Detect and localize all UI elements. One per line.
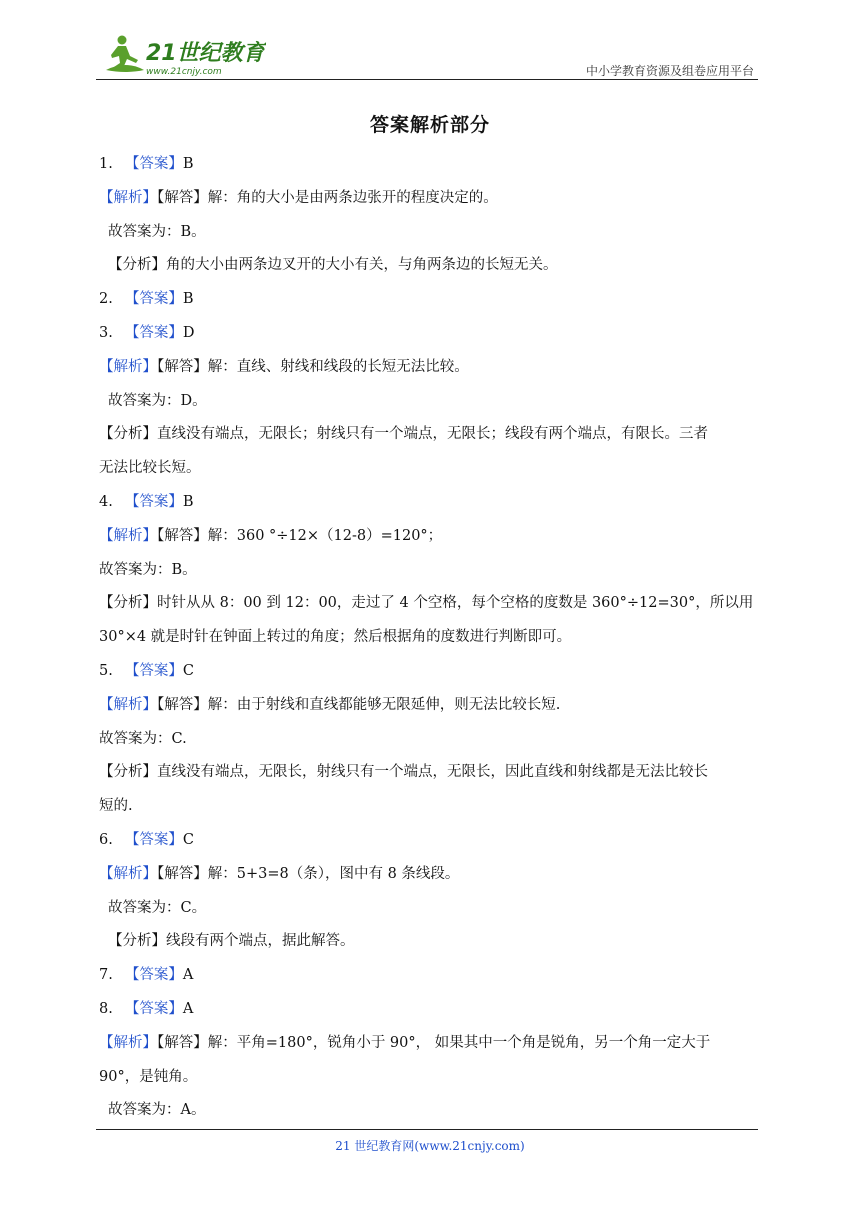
q3-answer: D: [182, 324, 195, 341]
q6-number: 6.: [99, 831, 113, 848]
q4-solution-line: [99, 520, 761, 554]
svg-text:21世纪教育: 21世纪教育: [146, 41, 265, 66]
header-platform-name: 中小学教育资源及组卷应用平台: [585, 64, 754, 78]
fenxi-tag: 【分析】: [108, 257, 166, 274]
q3-solution: 解：直线、射线和线段的长短无法比较。: [207, 358, 469, 375]
q5-number: 5.: [99, 662, 113, 679]
solution-tag: 【解答】: [157, 1034, 208, 1051]
q4-answer-line: [99, 486, 761, 520]
q3-number: 3.: [99, 324, 113, 341]
q5-fenxi-line-1: [99, 756, 761, 790]
q1-fenxi-line: [99, 249, 761, 283]
q5-solution: 解：由于射线和直线都能够无限延伸，则无法比较长短.: [207, 696, 561, 713]
q5-solution-line: [99, 689, 761, 723]
page-header: [96, 30, 756, 80]
solution-tag: 【解答】: [157, 696, 208, 713]
page-footer: 21 世纪教育网(www.21cnjy.com): [335, 1139, 525, 1153]
q3-fenxi-1: 直线没有端点，无限长；射线只有一个端点，无限长；线段有两个端点，有限长。三者: [157, 426, 708, 443]
q8-solution-line-2: 90°，是钝角。: [99, 1068, 198, 1085]
q8-answer-line: [99, 993, 761, 1027]
answer-tag: 【答案】: [124, 291, 183, 308]
q5-answer: C: [182, 662, 194, 679]
answer-content: [99, 148, 761, 1128]
solution-tag: 【解答】: [157, 527, 208, 544]
q8-solution-line-1: [99, 1027, 761, 1061]
solution-tag: 【解答】: [157, 189, 208, 206]
q8-number: 8.: [99, 1000, 113, 1017]
analysis-tag: 【解析】: [99, 696, 157, 713]
q1-solution: 解：角的大小是由两条边张开的程度决定的。: [207, 189, 498, 206]
q8-final-line: 故答案为：A。: [108, 1102, 206, 1119]
q4-solution: 解：360 °÷12×（12-8）=120°；: [207, 527, 443, 544]
q1-solution-line: [99, 182, 761, 216]
fenxi-tag: 【分析】: [99, 426, 157, 443]
footer-divider: [96, 1129, 758, 1130]
q8-solution-1: 解：平角=180°，锐角小于 90°， 如果其中一个角是锐角，另一个角一定大于: [207, 1034, 711, 1051]
q3-fenxi-line-1: [99, 418, 761, 452]
q7-answer: A: [182, 967, 194, 984]
q4-final-line: 故答案为：B。: [99, 561, 197, 578]
q1-answer-line: [99, 148, 761, 182]
q4-fenxi-line-2: 30°×4 就是时针在钟面上转过的角度；然后根据角的度数进行判断即可。: [99, 629, 572, 646]
q3-solution-line: [99, 351, 761, 385]
solution-tag: 【解答】: [157, 865, 208, 882]
q1-number: 1.: [99, 156, 113, 172]
q7-number: 7.: [99, 967, 113, 984]
q4-answer: B: [182, 493, 194, 510]
answer-tag: 【答案】: [124, 324, 183, 341]
analysis-tag: 【解析】: [99, 189, 157, 206]
q8-answer: A: [182, 1000, 194, 1017]
q4-number: 4.: [99, 493, 113, 510]
q4-fenxi-line-1: [99, 587, 761, 621]
q6-answer-line: [99, 824, 761, 858]
answer-tag: 【答案】: [124, 156, 183, 172]
q6-final-line: 故答案为：C。: [108, 899, 207, 916]
q5-answer-line: [99, 655, 761, 689]
svg-text:www.21cnjy.com: www.21cnjy.com: [146, 67, 222, 77]
page-title: 答案解析部分: [369, 114, 490, 136]
q3-fenxi-line-2: 无法比较长短。: [99, 460, 201, 477]
header-divider: [96, 79, 758, 80]
analysis-tag: 【解析】: [99, 1034, 157, 1051]
q5-fenxi-1: 直线没有端点，无限长，射线只有一个端点，无限长，因此直线和射线都是无法比较长: [157, 764, 708, 781]
answer-tag: 【答案】: [124, 831, 183, 848]
analysis-tag: 【解析】: [99, 358, 157, 375]
answer-tag: 【答案】: [124, 1000, 183, 1017]
answer-tag: 【答案】: [124, 967, 183, 984]
answer-tag: 【答案】: [124, 662, 183, 679]
q3-answer-line: [99, 317, 761, 351]
q1-fenxi: 角的大小由两条边叉开的大小有关，与角两条边的长短无关。: [166, 257, 558, 274]
fenxi-tag: 【分析】: [99, 595, 157, 612]
q1-final-line: 故答案为：B。: [108, 223, 206, 240]
q6-solution-line: [99, 858, 761, 892]
q6-answer: C: [182, 831, 194, 848]
fenxi-tag: 【分析】: [99, 764, 157, 781]
q3-final-line: 故答案为：D。: [108, 392, 207, 409]
q2-number: 2.: [99, 291, 113, 308]
q7-answer-line: [99, 959, 761, 993]
q6-fenxi: 线段有两个端点，据此解答。: [166, 933, 355, 950]
q2-answer-line: [99, 283, 761, 317]
analysis-tag: 【解析】: [99, 527, 157, 544]
fenxi-tag: 【分析】: [108, 933, 166, 950]
q4-fenxi-1: 时针从从 8：00 到 12：00，走过了 4 个空格，每个空格的度数是 360°÷12=30°，所以用: [157, 595, 754, 612]
q6-solution: 解：5+3=8（条），图中有 8 条线段。: [207, 865, 460, 882]
q2-answer: B: [182, 291, 194, 308]
q5-final-line: 故答案为：C.: [99, 730, 187, 747]
q6-fenxi-line: [99, 925, 761, 959]
site-logo: [96, 30, 266, 78]
solution-tag: 【解答】: [157, 358, 208, 375]
q5-fenxi-line-2: 短的.: [99, 798, 133, 815]
analysis-tag: 【解析】: [99, 865, 157, 882]
q1-answer: B: [182, 156, 194, 172]
answer-tag: 【答案】: [124, 493, 183, 510]
